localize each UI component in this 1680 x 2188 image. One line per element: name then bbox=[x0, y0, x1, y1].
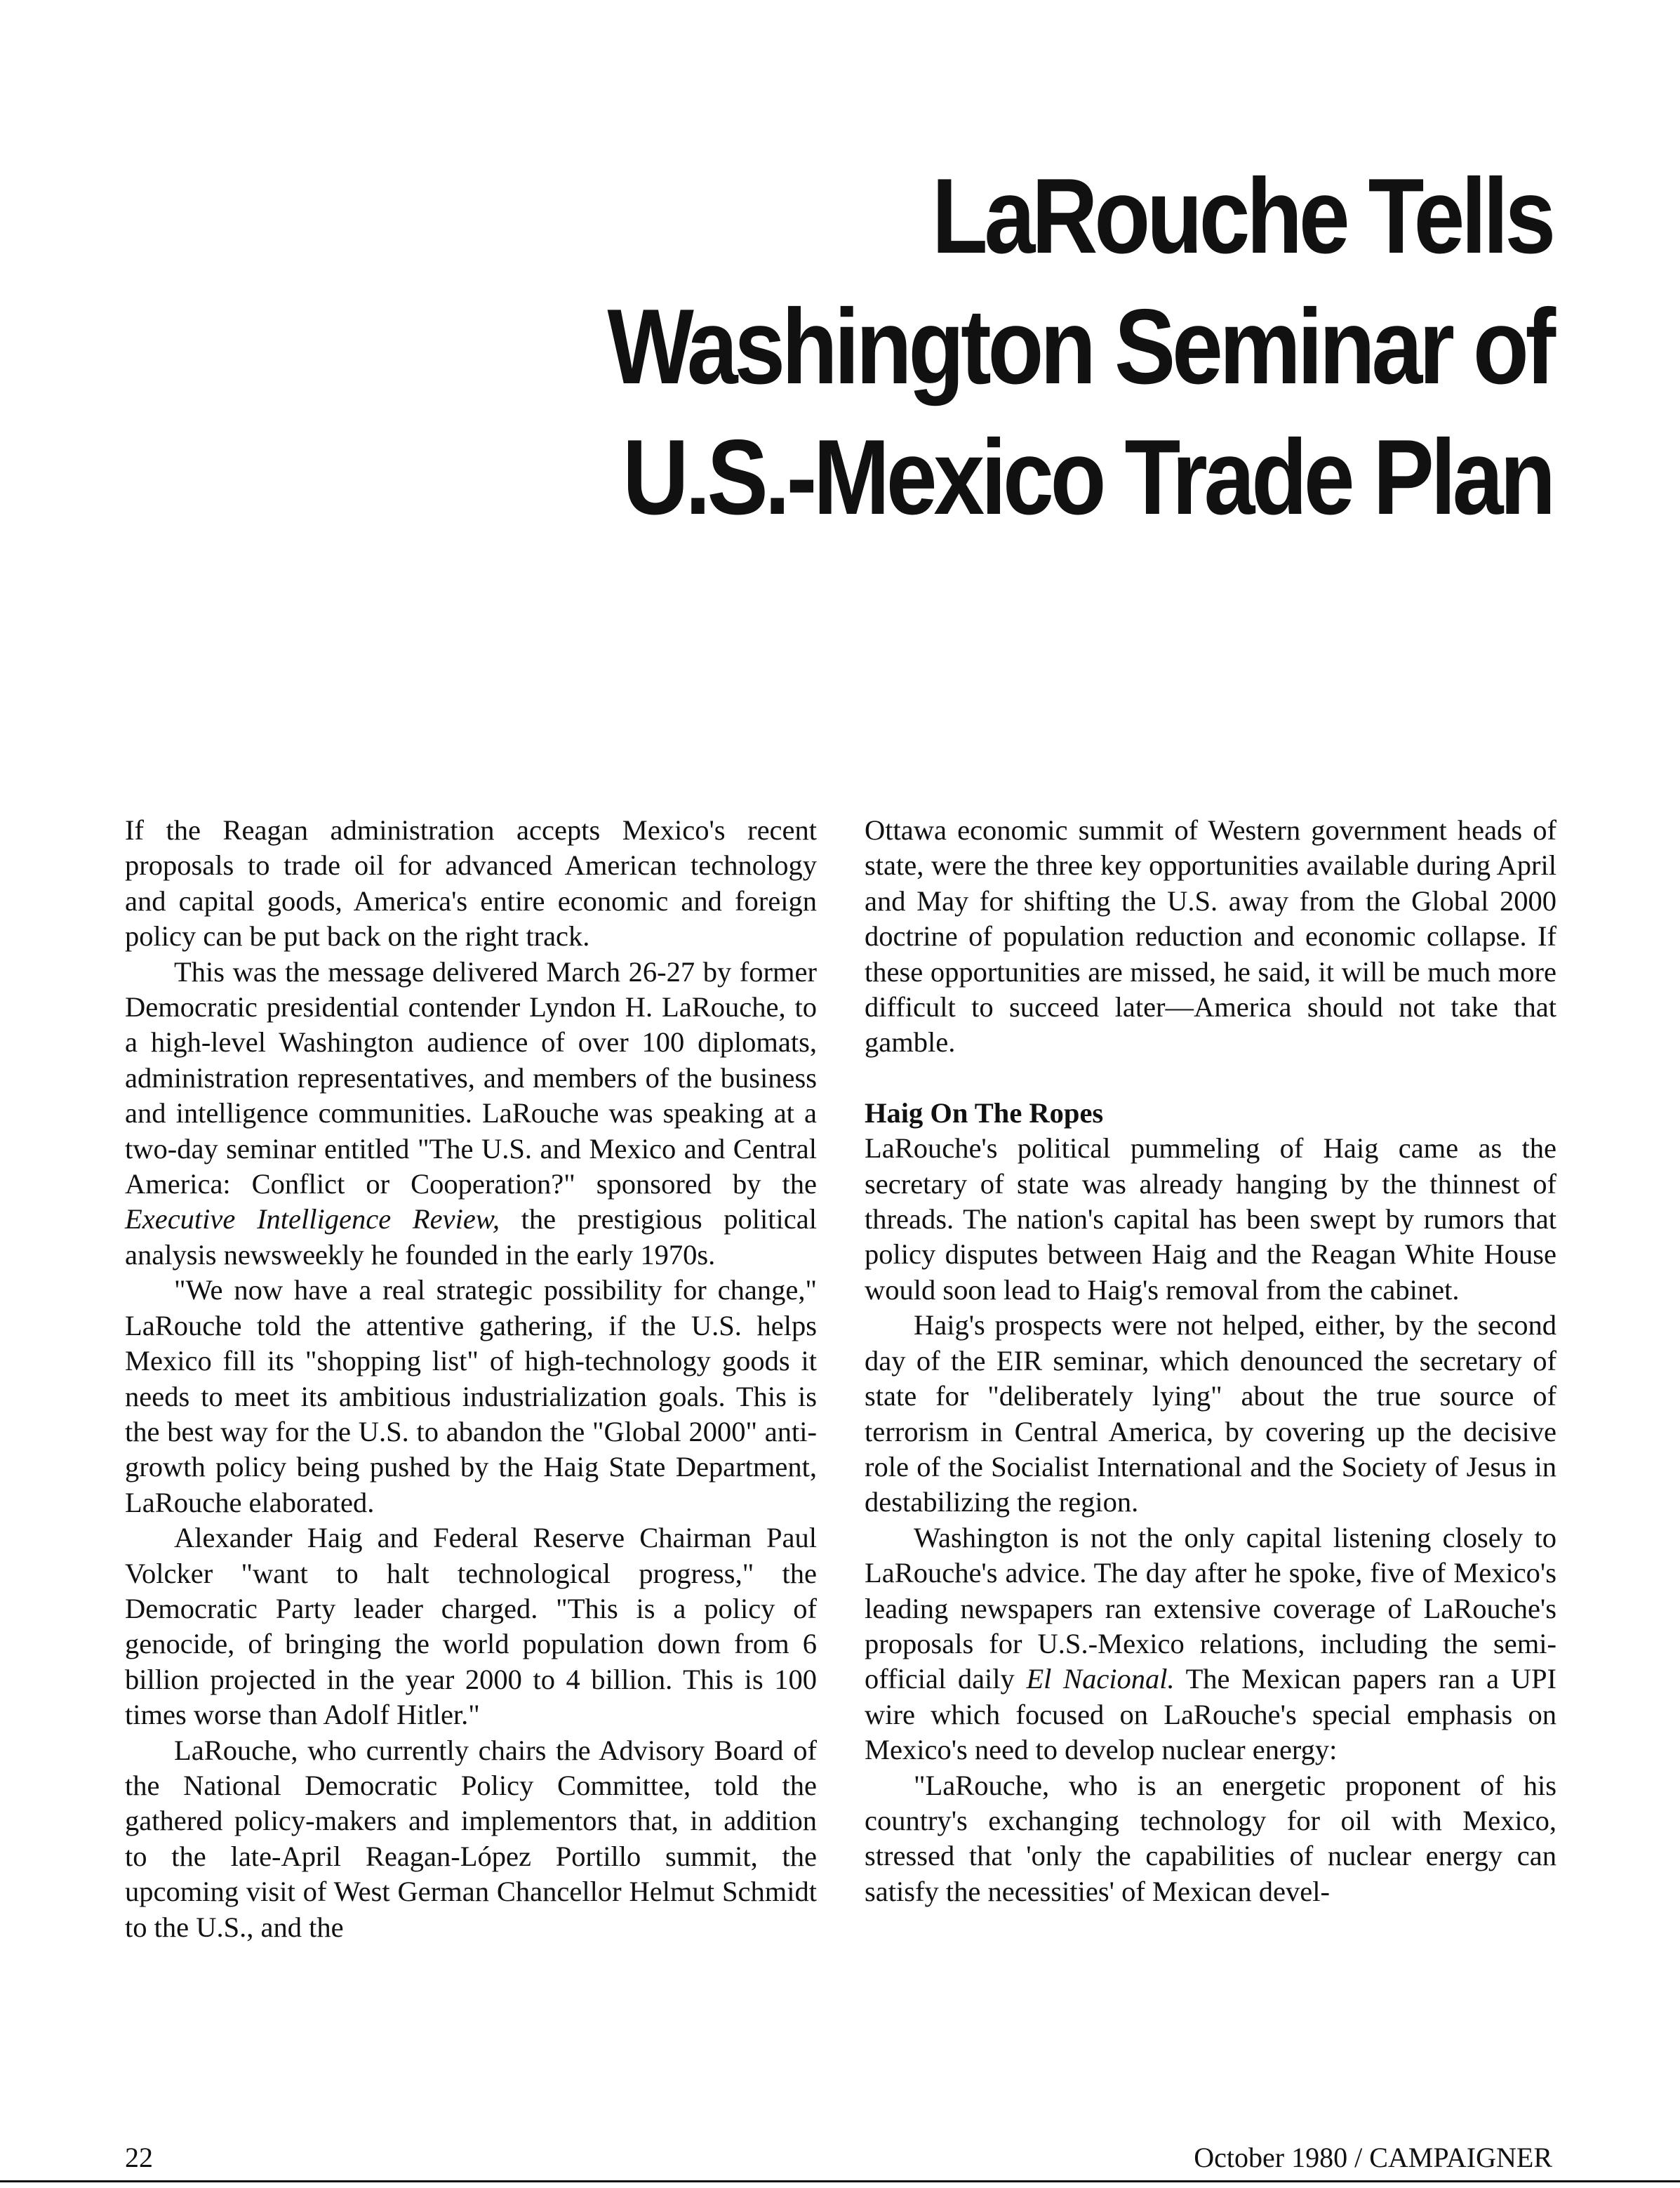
page-number: 22 bbox=[125, 2142, 153, 2173]
paragraph: "We now have a real strategic possibility for change," LaRouche told the attentive gathering, if the U.S. helps Mexico fill its "shopping list" of high-technology goods it needs to meet its ambitious industrialization goals. This is the best way for the U.S. to abandon the "Global 2000" anti-growth policy being pushed by the Haig State Department, LaRouche elaborated. bbox=[125, 1274, 817, 1518]
paragraph: LaRouche's political pummeling of Haig came as the secretary of state was already hanging by the thinnest of threads. The nation's capital has been swept by rumors that policy disputes between Haig and the Reagan White House would soon lead to Haig's removal from the cabinet. bbox=[865, 1132, 1556, 1306]
headline-line-2: Washington Seminar of bbox=[607, 287, 1552, 406]
section-heading: Haig On The Ropes bbox=[865, 1096, 1104, 1129]
paragraph bbox=[865, 1520, 1556, 1768]
paragraph: LaRouche, who currently chairs the Advisory Board of the National Democratic Policy Committee, told the gathered policy-makers and implementors that, in addition to the late-April Reagan-López Portillo summit, the upcoming visit of West German Chancellor Helmut Schmidt to the U.S., and the bbox=[125, 1734, 817, 1943]
paragraph: Ottawa economic summit of Western government heads of state, were the three key opportunities available during April and May for shifting the U.S. away from the Global 2000 doctrine of population reduction and economic collapse. If these opportunities are missed, he said, it will be much more difficult to succeed later—America should not take that gamble. bbox=[865, 814, 1556, 1059]
left-column bbox=[125, 813, 817, 1945]
article-headline bbox=[526, 151, 1552, 543]
paragraph: Alexander Haig and Federal Reserve Chairman Paul Volcker "want to halt technological progress," the Democratic Party leader charged. "This is a policy of genocide, of bringing the world population down from 6 billion projected in the year 2000 to 4 billion. This is 100 times worse than Adolf Hitler." bbox=[125, 1522, 817, 1731]
paragraph-text: The Mexican papers ran a UPI wire which focused on LaRouche's special emphasis on Mexico's need to develop nuclear energy: bbox=[865, 1663, 1556, 1766]
headline-line-3: U.S.-Mexico Trade Plan bbox=[622, 418, 1553, 537]
paragraph: Haig's prospects were not helped, either, by the second day of the EIR seminar, which denounced the secretary of state for "deliberately lying" about the true source of terrorism in Central America, by covering up the decisive role of the Socialist International and the Society of Jesus in destabilizing the region. bbox=[865, 1309, 1556, 1518]
publication-footer: October 1980 / CAMPAIGNER bbox=[1194, 2142, 1552, 2173]
paragraph-text: Washington is not the only capital listening closely to LaRouche's advice. The day after he spoke, five of Mexico's leading newspapers ran extensive coverage of LaRouche's proposals for U.S.-Mexico relations, including the semi-official daily bbox=[865, 1521, 1556, 1695]
bottom-rule bbox=[0, 2180, 1680, 2182]
right-column bbox=[865, 813, 1556, 1909]
paragraph: "LaRouche, who is an energetic proponent of his country's exchanging technology for oil with Mexico, stressed that 'only the capabilities of nuclear energy can satisfy the necessities' of Mexican devel- bbox=[865, 1769, 1556, 1907]
paragraph-text: the prestigious political analysis newsweekly he founded in the early 1970s. bbox=[125, 1203, 817, 1271]
paragraph bbox=[125, 955, 817, 1273]
paragraph: If the Reagan administration accepts Mexico's recent proposals to trade oil for advanced American technology and capital goods, America's entire economic and foreign policy can be put back on the right track. bbox=[125, 814, 817, 953]
publication-name: Executive Intelligence Review, bbox=[125, 1203, 500, 1235]
paragraph-text: This was the message delivered March 26-27 by former Democratic presidential contender Lyndon H. LaRouche, to a high-level Washington audience of over 100 diplomats, administration representatives, and members of the business and intelligence communities. LaRouche was speaking at a two-day seminar entitled "The U.S. and Mexico and Central America: Conflict or Cooperation?" sponsored by the bbox=[125, 955, 817, 1200]
publication-name: El Nacional. bbox=[1026, 1663, 1175, 1695]
headline-line-1: LaRouche Tells bbox=[931, 157, 1552, 276]
